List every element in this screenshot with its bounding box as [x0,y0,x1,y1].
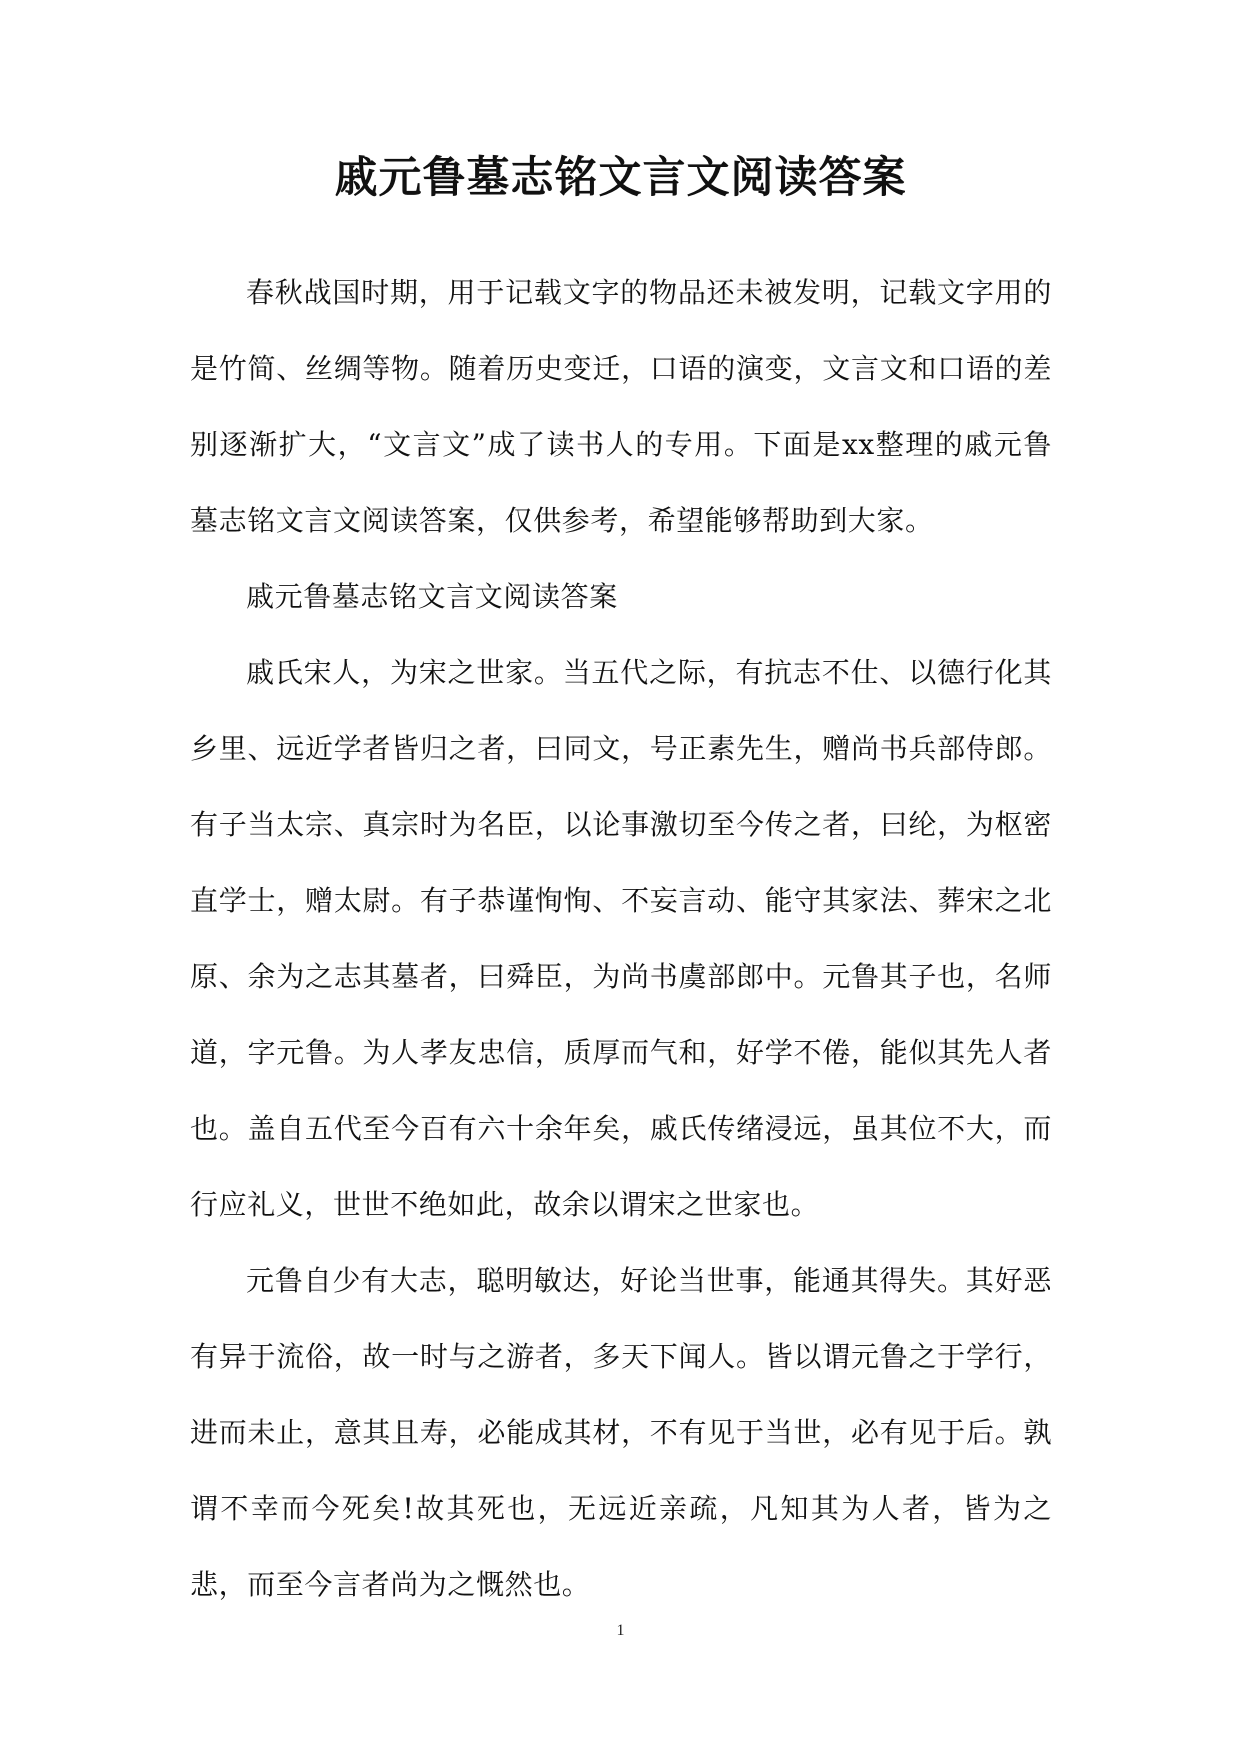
paragraph-family-history: 戚氏宋人，为宋之世家。当五代之际，有抗志不仕、以德行化其乡里、远近学者皆归之者，曰同文，号正素先生，赠尚书兵部侍郎。有子当太宗、真宗时为名臣，以论事激切至今传之者，曰纶，为枢密直学士，赠太尉。有子恭谨恂恂、不妄言动、能守其家法、葬宋之北原、余为之志其墓者，曰舜臣，为尚书虞部郎中。元鲁其子也，名师道，字元鲁。为人孝友忠信，质厚而气和，好学不倦，能似其先人者也。盖自五代至今百有六十余年矣，戚氏传绪浸远，虽其位不大，而行应礼义，世世不绝如此，故余以谓宋之世家也。 [190,656,1052,1221]
paragraph-yuanlu-character: 元鲁自少有大志，聪明敏达，好论当世事，能通其得失。其好恶有异于流俗，故一时与之游者，多天下闻人。皆以谓元鲁之于学行，进而未止，意其且寿，必能成其材，不有见于当世，必有见于后。孰谓不幸而今死矣!故其死也，无远近亲疏，凡知其为人者，皆为之悲，而至今言者尚为之慨然也。 [190,1264,1052,1601]
paragraph-subheading: 戚元鲁墓志铭文言文阅读答案 [246,580,618,613]
paragraph-intro: 春秋战国时期，用于记载文字的物品还未被发明，记载文字用的是竹简、丝绸等物。随着历史变迁，口语的演变，文言文和口语的差别逐渐扩大，“文言文”成了读书人的专用。下面是xx整理的戚元鲁墓志铭文言文阅读答案，仅供参考，希望能够帮助到大家。 [190,276,1052,537]
document-title: 戚元鲁墓志铭文言文阅读答案 [334,153,907,203]
document-body [190,255,1052,1623]
page-number: 1 [616,1622,625,1639]
